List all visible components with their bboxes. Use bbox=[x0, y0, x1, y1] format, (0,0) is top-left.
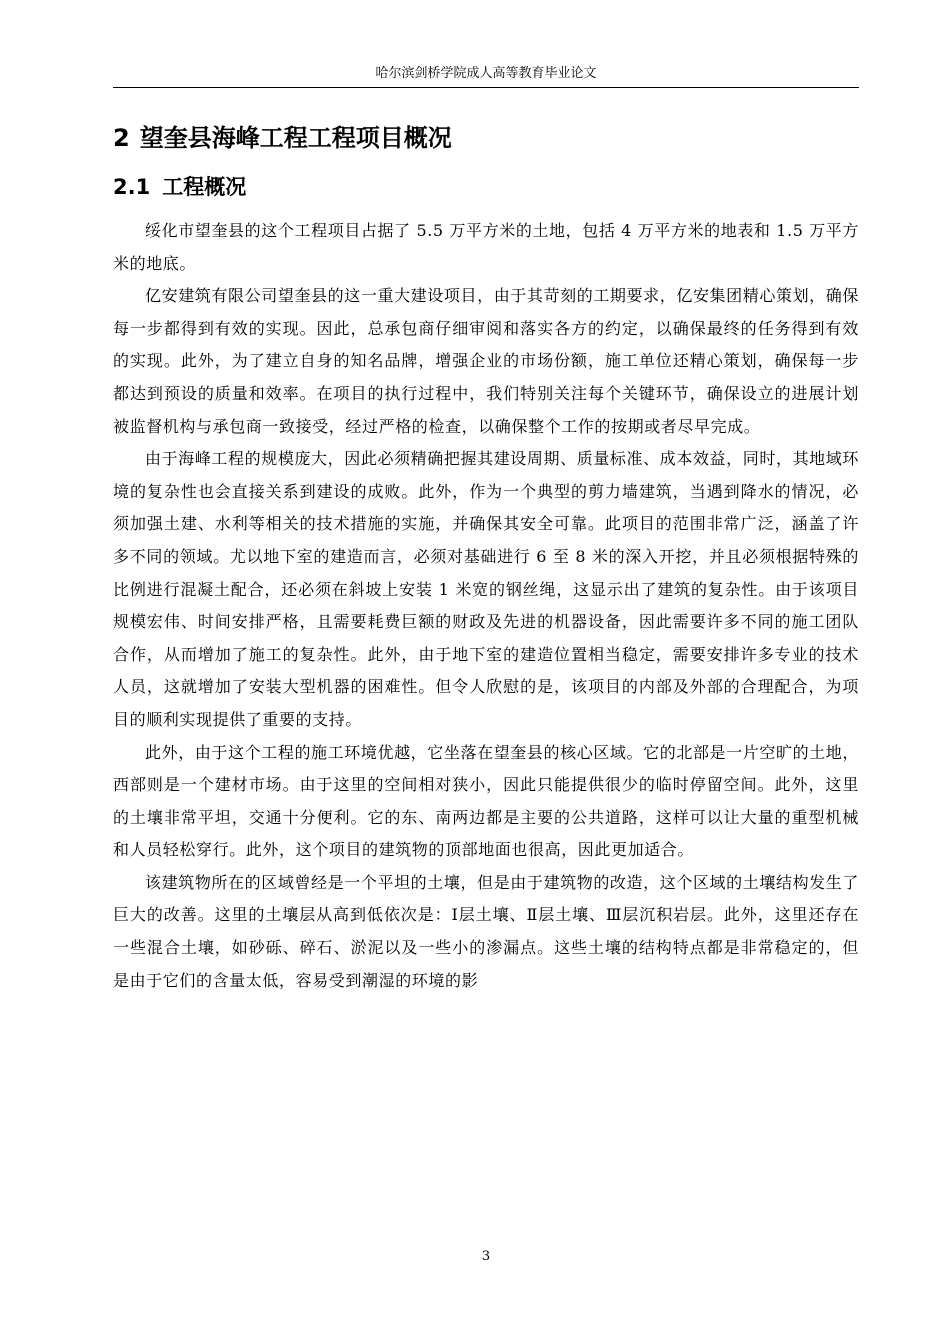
header-rule bbox=[113, 87, 859, 88]
paragraph-2: 亿安建筑有限公司望奎县的这一重大建设项目，由于其苛刻的工期要求，亿安集团精心策划，确保每一步都得到有效的实现。因此，总承包商仔细审阅和落实各方的约定，以确保最终的任务得到有效的实现。此外，为了建立自身的知名品牌，增强企业的市场份额，施工单位还精心策划，确保每一步都达到预设的质量和效率。在项目的执行过程中，我们特别关注每个关键环节，确保设立的进展计划被监督机构与承包商一致接受，经过严格的检查，以确保整个工作的按期或者尽早完成。 bbox=[113, 286, 859, 436]
body-text bbox=[113, 215, 859, 997]
section-heading bbox=[113, 172, 246, 202]
section-title-text: 工程概况 bbox=[162, 175, 247, 199]
section-number: 2.1 bbox=[113, 175, 151, 199]
chapter-title-text: 望奎县海峰工程工程项目概况 bbox=[139, 124, 452, 152]
running-header: 哈尔滨剑桥学院成人高等教育毕业论文 bbox=[375, 66, 597, 81]
page-number: 3 bbox=[481, 1249, 491, 1264]
paragraph-5: 该建筑物所在的区域曾经是一个平坦的土壤，但是由于建筑物的改造，这个区域的土壤结构发生了巨大的改善。这里的土壤层从高到低依次是：Ⅰ层土壤、Ⅱ层土壤、Ⅲ层沉积岩层。此外，这里还存在一些混合土壤，如砂砾、碎石、淤泥以及一些小的渗漏点。这些土壤的结构特点都是非常稳定的，但是由于它们的含量太低，容易受到潮湿的环境的影 bbox=[113, 872, 859, 990]
paragraph-3: 由于海峰工程的规模庞大，因此必须精确把握其建设周期、质量标准、成本效益，同时，其地域环境的复杂性也会直接关系到建设的成败。此外，作为一个典型的剪力墙建筑，当遇到降水的情况，必须加强土建、水利等相关的技术措施的实施，并确保其安全可靠。此项目的范围非常广泛，涵盖了许多不同的领域。尤以地下室的建造而言，必须对基础进行 6 至 8 米的深入开挖，并且必须根据特殊的比例进行混凝土配合，还必须在斜坡上安装 1 米宽的钢丝绳，这显示出了建筑的复杂性。由于该项目规模宏伟、时间安排严格，且需要耗费巨额的财政及先进的机器设备，因此需要许多不同的施工团队合作，从而增加了施工的复杂性。此外，由于地下室的建造位置相当稳定，需要安排许多专业的技术人员，这就增加了安装大型机器的困难性。但令人欣慰的是，该项目的内部及外部的合理配合，为项目的顺利实现提供了重要的支持。 bbox=[113, 449, 859, 729]
paragraph-1: 绥化市望奎县的这个工程项目占据了 5.5 万平方米的土地，包括 4 万平方米的地表和 1.5 万平方米的地底。 bbox=[113, 221, 859, 273]
chapter-number: 2 bbox=[113, 124, 130, 152]
paragraph-4: 此外，由于这个工程的施工环境优越，它坐落在望奎县的核心区域。它的北部是一片空旷的土地，西部则是一个建材市场。由于这里的空间相对狭小，因此只能提供很少的临时停留空间。此外，这里的土壤非常平坦，交通十分便利。它的东、南两边都是主要的公共道路，这样可以让大量的重型机械和人员轻松穿行。此外，这个项目的建筑物的顶部地面也很高，因此更加适合。 bbox=[113, 742, 859, 860]
chapter-heading bbox=[113, 121, 452, 155]
